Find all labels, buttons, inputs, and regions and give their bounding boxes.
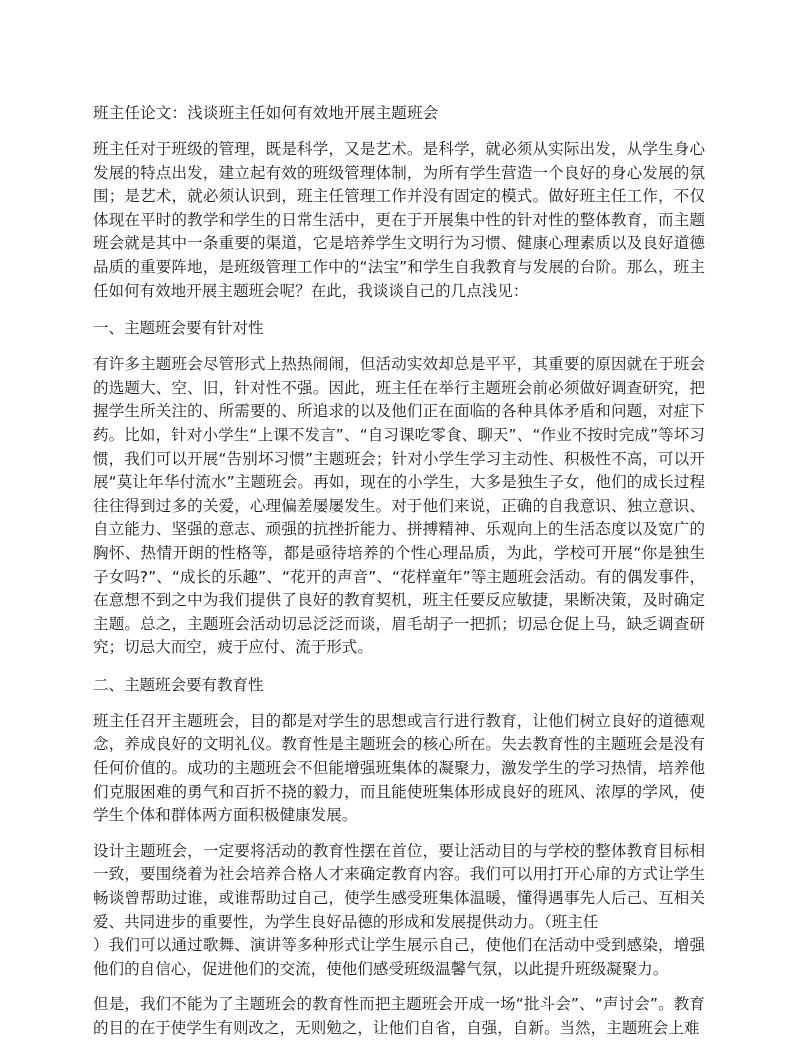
- document-title: 班主任论文：浅谈班主任如何有效地开展主题班会: [93, 104, 439, 122]
- intro-paragraph: 班主任对于班级的管理，既是科学，又是艺术。是科学，就必须从实际出发，从学生身心发展的特点出发，建立起有效的班级管理体制，为所有学生营造一个良好的身心发展的氛围；是艺术，就必须认识到，班主任管理工作并没有固定的模式。做好班主任工作，不仅体现在平时的教学和学生的日常生活中，更在于开展集中性的针对性的整体教育，而主题班会就是其中一条重要的渠道，它是培养学生文明行为习惯、健康心理素质以及良好道德品质的重要阵地，是班级管理工作中的“法宝”和学生自我教育与发展的台阶。那么，班主任如何有效地开展主题班会呢？在此，我谈谈自己的几点浅见：: [93, 140, 705, 300]
- section1-paragraph: 有许多主题班会尽管形式上热热闹闹，但活动实效却总是平平，其重要的原因就在于班会的选题大、空、旧，针对性不强。因此，班主任在举行主题班会前必须做好调查研究，把握学生所关注的、所需要的、所追求的以及他们正在面临的各种具体矛盾和问题，对症下药。比如，针对小学生“上课不发言”、“自习课吃零食、聊天”、“作业不按时完成”等坏习惯，我们可以开展“告别坏习惯”主题班会；针对小学生学习主动性、积极性不高，可以开展“莫让年华付流水”主题班会。再如，现在的小学生，大多是独生子女，他们的成长过程往往得到过多的关爱，心理偏差屡屡发生。对于他们来说，正确的自我意识、独立意识、自立能力、坚强的意志、顽强的抗挫折能力、拼搏精神、乐观向上的生活态度以及宽广的胸怀、热情开朗的性格等，都是亟待培养的个性心理品质，为此，学校可开展“你是独生子女吗?”、“成长的乐趣”、“花开的声音”、“花样童年”等主题班会活动。有的偶发事件，在意想不到之中为我们提供了良好的教育契机，班主任要反应敏捷，果断决策，及时确定主题。总之，主题班会活动切忌泛泛而谈，眉毛胡子一把抓；切忌仓促上马，缺乏调查研究；切忌大而空，疲于应付、流于形式。: [93, 355, 705, 657]
- document-page: [93, 100, 705, 1053]
- section-heading-1: 一、主题班会要有针对性: [93, 319, 264, 338]
- section2-paragraph-2-continued: ）我们可以通过歌舞、演讲等多种形式让学生展示自己，使他们在活动中受到感染，增强他们的自信心，促进他们的交流，使他们感受班级温馨气氛，以此提升班级凝聚力。: [93, 936, 705, 978]
- section-heading-2: 二、主题班会要有教育性: [93, 675, 264, 694]
- section2-paragraph-2: 设计主题班会，一定要将活动的教育性摆在首位，要让活动目的与学校的整体教育目标相一致，要围绕着为社会培养合格人才来确定教育内容。我们可以用打开心扉的方式让学生畅谈曾帮助过谁，或谁帮助过自己，使学生感受班集体温暖，懂得遇事先人后己、互相关爱、共同进步的重要性，为学生良好品德的形成和发展提供动力。（班主任: [93, 841, 705, 931]
- section2-paragraph-1: 班主任召开主题班会，目的都是对学生的思想或言行进行教育，让他们树立良好的道德观念，养成良好的文明礼仪。教育性是主题班会的核心所在。失去教育性的主题班会是没有任何价值的。成功的主题班会不但能增强班集体的凝聚力，激发学生的学习热情，培养他们克服困难的勇气和百折不挠的毅力，而且能使班集体形成良好的班风、浓厚的学风，使学生个体和群体两方面积极健康发展。: [93, 711, 705, 825]
- section2-paragraph-3: 但是，我们不能为了主题班会的教育性而把主题班会开成一场“批斗会”、“声讨会”。教育的目的在于使学生有则改之，无则勉之，让他们自省，自强，自新。当然，主题班会上难: [93, 995, 705, 1037]
